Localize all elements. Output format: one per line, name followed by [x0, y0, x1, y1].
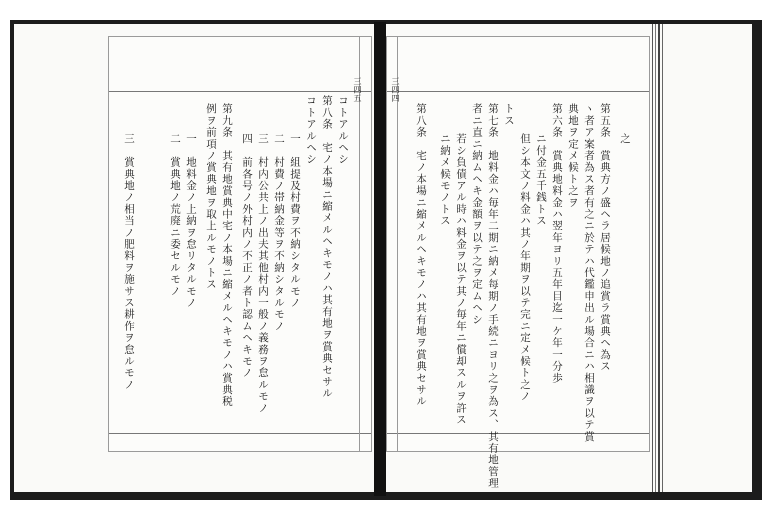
page-edge-stripe [658, 24, 660, 492]
text-column: 者ニ直ニ納ムヘキ金額ヲ以テ之ヲ定ムヘシ [471, 103, 483, 326]
text-column: 但シ本文ノ料金ハ其ノ年期ヲ以テ完ニ定メ候ト之ノ [519, 133, 531, 403]
text-column: ニ納メ候モノトス [439, 133, 451, 227]
footer-rule [109, 433, 371, 434]
page-edge-stripe [662, 24, 663, 492]
text-column: 第五条 賞典方ノ盛ヘラ居候地ノ追賞ラ賞典ヘ為ス [599, 103, 611, 373]
text-column: 一 地料金ノ上納ヲ怠リタルモノ [185, 133, 197, 309]
right-manuscript-sheet [386, 36, 650, 490]
folio-number: 三四四 [391, 77, 400, 103]
text-column: トス [503, 103, 515, 127]
text-column: ヽ者ア案者為ス者有之ニ於テハ代鑑申出ル場合ニハ相識ヲ以テ賞 [583, 103, 595, 443]
text-column: 典地ヲ定メ候ト之ヲ [567, 103, 579, 209]
text-column: 一 組提及村費ヲ不納シタルモノ [289, 133, 301, 309]
text-column: 之 [619, 133, 631, 145]
text-column: 若シ負債アル時ハ料金ヲ以テ其ノ毎年ニ償却スルヲ許ス [455, 133, 467, 426]
folio-number: 三四五 [353, 77, 362, 103]
page-edge-stripe [655, 24, 656, 492]
text-column: 第七条 地料金ハ毎年二期ニ納メ每期ノ手続ニヨリ之ヲ為ス、其有地管理 [487, 103, 499, 490]
footer-rule [387, 433, 649, 434]
text-column: 例ヲ前項ノ賞典地ヲ取上ルモノトス [205, 103, 217, 291]
text-column: 二 賞典地ノ荒廃ニ委セルモノ [169, 133, 181, 297]
text-column: 三 村内公共上ノ出夫其他村内一般ノ義務ヲ怠ルモノ [257, 133, 269, 414]
text-column: 第九条 其有地賞典中宅ノ本場ニ縮メルヘキモノハ賞典税 [221, 103, 233, 408]
text-column: ニ付金五千銭トス [535, 133, 547, 227]
text-column: 第六条 賞典地料金ハ翌年ヨリ五年目迄一ケ年一分歩 [551, 103, 563, 384]
text-column: コトアルヘシ [305, 95, 317, 166]
text-column: 二 村費ノ帯納金等ヲ不納シタルモノ [273, 133, 285, 332]
left-manuscript-sheet [108, 36, 372, 452]
header-rule [387, 91, 649, 92]
header-rule [109, 91, 371, 92]
text-column: コトアルヘシ [337, 95, 349, 166]
text-column: 第八条 宅ノ本場ニ縮メルヘキモノハ其有地ヲ賞典セサル [321, 95, 333, 400]
text-column: 三 賞典地ノ相当ノ肥料ヲ施サス耕作ヲ怠ルモノ [123, 133, 135, 391]
text-column: 四 前各号ノ外村内ノ不正ノ者ト認ムヘキモノ [241, 133, 253, 379]
text-column: 第八条 宅ノ本場ニ縮メルヘキモノハ其有地ヲ賞典セサル [415, 103, 427, 408]
page-edge-stripe [652, 24, 653, 492]
book-gutter [374, 22, 386, 496]
